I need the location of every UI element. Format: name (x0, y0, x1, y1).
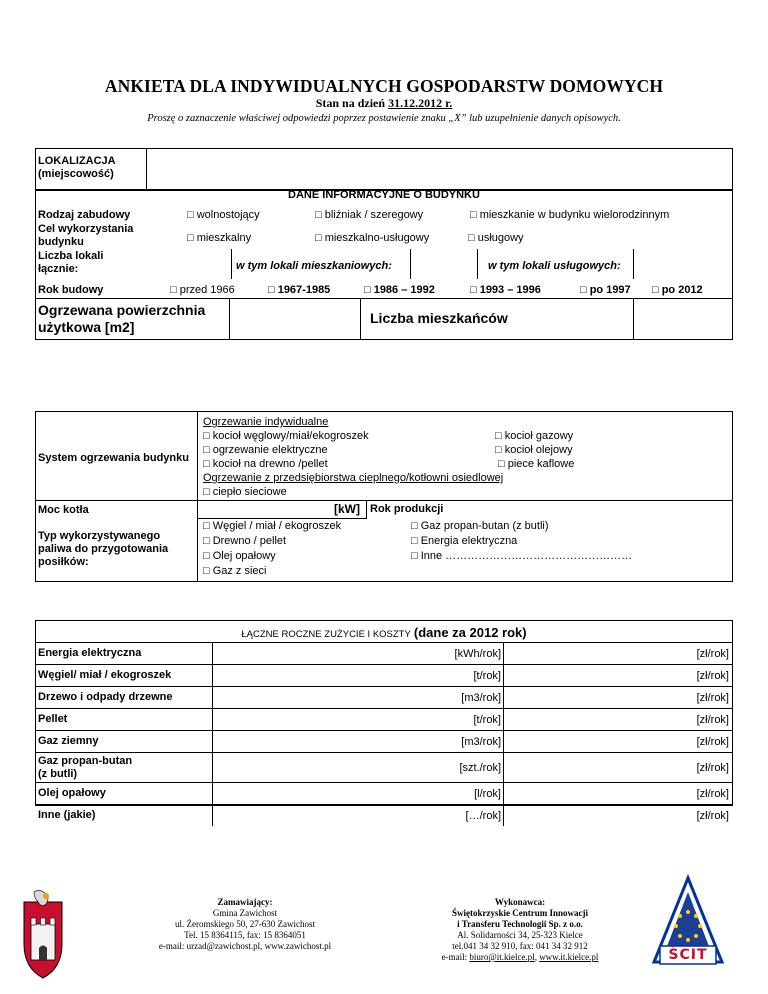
type-option-apartment[interactable]: □ mieszkanie w budynku wielorodzinnym (470, 209, 670, 221)
location-field[interactable] (150, 165, 728, 185)
units-residential-label: w tym lokali mieszkaniowych: (236, 260, 392, 272)
consumption-cost-unit: [zł/rok] (696, 647, 729, 660)
heat-option-coal-boiler[interactable]: □ kocioł węglowy/miał/ekogroszek (203, 430, 369, 442)
consumption-row (35, 664, 733, 686)
consumption-quantity-field[interactable] (212, 686, 504, 708)
date-prefix: Stan na dzień (315, 96, 386, 110)
fuel-option-network-gas[interactable]: □ Gaz z sieci (203, 565, 267, 577)
district-heating-title: Ogrzewanie z przedsiębiorstwa cieplnego/kotłowni osiedlowej (203, 472, 504, 484)
heat-option-electric[interactable]: □ ogrzewanie elektryczne (203, 444, 328, 456)
consumption-row (35, 782, 733, 804)
heated-area-field[interactable] (229, 298, 361, 340)
consumption-title: ŁĄCZNE ROCZNE ZUŻYCIE I KOSZTY (dane za 2012 rok) (241, 625, 527, 640)
client-info: Zamawiający: Gmina Zawichost ul. Żeromskiego 50, 27-630 Zawichost Tel. 15 8364115, fax: 15 8364051 e-mail: urzad@zawichost.pl, www.zawichost.pl (158, 897, 332, 951)
units-residential-field[interactable] (410, 249, 478, 279)
heat-option-wood-boiler[interactable]: □ kocioł na drewno /pellet (203, 458, 328, 470)
consumption-cost-unit: [zł/rok] (696, 735, 729, 748)
consumption-row-label: Pellet (38, 713, 68, 725)
consumption-row-label: Węgiel/ miał / ekogroszek (38, 669, 172, 681)
consumption-cost-unit: [zł/rok] (696, 669, 729, 682)
contractor-info: Wykonawca: Świętokrzyskie Centrum Innowacji i Transferu Technologii Sp. z o.o. Al. Solidarności 34, 25-323 Kielce tel.041 34 32 910, fax: 041 34 32 912 e-mail: biuro@it.kielce.pl, www.it.kielce.pl (441, 897, 599, 962)
heat-option-district[interactable]: □ ciepło sieciowe (203, 486, 287, 498)
consumption-row (35, 642, 733, 664)
consumption-quantity-unit: [szt./rok] (459, 761, 501, 774)
cooking-fuel-label: Typ wykorzystywanego paliwa do przygotowania posiłków: (38, 530, 169, 568)
consumption-cost-unit: [zł/rok] (696, 713, 729, 726)
fuel-option-wood[interactable]: □ Drewno / pellet (203, 535, 287, 547)
boiler-power-unit: [kW] (334, 502, 360, 516)
scit-logo-text: ŚCIT (668, 947, 708, 963)
consumption-row-label: Gaz ziemny (38, 735, 99, 747)
fuel-option-lpg[interactable]: □ Gaz propan-butan (z butli) (411, 520, 549, 532)
residents-label: Liczba mieszkańców (370, 310, 508, 326)
units-total-field[interactable] (146, 249, 232, 279)
consumption-row-label: Inne (jakie) (38, 809, 96, 821)
consumption-cost-unit: [zł/rok] (696, 787, 729, 800)
consumption-quantity-field[interactable] (212, 804, 504, 826)
consumption-cost-unit: [zł/rok] (696, 809, 729, 822)
location-label: LOKALIZACJA (miejscowość) (38, 155, 116, 180)
consumption-quantity-field[interactable] (212, 730, 504, 752)
consumption-row-label: Gaz propan-butan (z butli) (38, 755, 133, 780)
heat-option-gas-boiler[interactable]: □ kocioł gazowy (495, 430, 574, 442)
form-title: ANKIETA DLA INDYWIDUALNYCH GOSPODARSTW DOMOWYCH (104, 76, 664, 96)
consumption-quantity-unit: […/rok] (465, 809, 501, 822)
consumption-row-label: Olej opałowy (38, 787, 106, 799)
scit-logo (652, 874, 724, 970)
type-option-detached[interactable]: □ wolnostojący (187, 209, 260, 221)
contractor-www-link[interactable]: www.it.kielce.pl (539, 952, 599, 962)
consumption-quantity-unit: [m3/rok] (461, 691, 501, 704)
boiler-power-label: Moc kotła (38, 504, 89, 516)
year-option-after-1997[interactable]: □ po 1997 (580, 284, 631, 296)
units-service-field[interactable] (633, 249, 733, 279)
consumption-row (35, 730, 733, 752)
residents-field[interactable] (633, 298, 733, 340)
type-option-semidetached[interactable]: □ bliźniak / szeregowy (315, 209, 424, 221)
purpose-option-mixed[interactable]: □ mieszkalno-usługowy (315, 232, 430, 244)
year-label: Rok budowy (38, 284, 104, 296)
year-option-after-2012[interactable]: □ po 2012 (652, 284, 703, 296)
year-option-1993-1996[interactable]: □ 1993 – 1996 (470, 284, 541, 296)
consumption-quantity-unit: [m3/rok] (461, 735, 501, 748)
fuel-option-coal[interactable]: □ Węgiel / miał / ekogroszek (203, 520, 342, 532)
consumption-quantity-field[interactable] (212, 782, 504, 804)
form-date: 31.12.2012 r. (388, 96, 453, 110)
form-instruction: Proszę o zaznaczenie właściwej odpowiedzi poprzez postawienie znaku „X” lub uzupełnienie danych opisowych. (147, 113, 621, 124)
consumption-row (35, 752, 733, 782)
consumption-quantity-unit: [t/rok] (473, 669, 501, 682)
consumption-row (35, 708, 733, 730)
consumption-quantity-field[interactable] (212, 664, 504, 686)
individual-heating-title: Ogrzewanie indywidualne (203, 416, 329, 428)
consumption-quantity-unit: [kWh/rok] (454, 647, 501, 660)
year-option-1986-1992[interactable]: □ 1986 – 1992 (364, 284, 435, 296)
form-date-line (0, 96, 768, 111)
consumption-quantity-unit: [l/rok] (474, 787, 501, 800)
consumption-row-label: Drzewo i odpady drzewne (38, 691, 173, 703)
purpose-option-residential[interactable]: □ mieszkalny (187, 232, 252, 244)
contractor-email-link[interactable]: biuro@it.kielce.pl (469, 952, 535, 962)
consumption-quantity-unit: [t/rok] (473, 713, 501, 726)
zawichost-coat-of-arms (20, 888, 66, 980)
year-option-before-1966[interactable]: □ przed 1966 (170, 284, 235, 296)
building-section-title: DANE INFORMACYJNE O BUDYNKU (288, 189, 480, 201)
heat-option-tile-stove[interactable]: □ piece kaflowe (498, 458, 575, 470)
consumption-cost-unit: [zł/rok] (696, 761, 729, 774)
building-type-label: Rodzaj zabudowy (38, 209, 131, 221)
purpose-option-service[interactable]: □ usługowy (468, 232, 524, 244)
heating-system-label: System ogrzewania budynku (38, 452, 189, 464)
fuel-option-oil[interactable]: □ Olej opałowy (203, 550, 276, 562)
production-year-label: Rok produkcji (370, 503, 444, 515)
purpose-label: Cel wykorzystania budynku (38, 223, 134, 248)
consumption-row (35, 804, 733, 826)
consumption-row-label: Energia elektryczna (38, 647, 142, 659)
consumption-quantity-field[interactable] (212, 708, 504, 730)
fuel-option-electricity[interactable]: □ Energia elektryczna (411, 535, 518, 547)
heated-area-label: Ogrzewana powierzchnia użytkowa [m2] (38, 302, 206, 335)
units-label: Liczba lokali łącznie: (38, 250, 104, 275)
heat-option-oil-boiler[interactable]: □ kocioł olejowy (495, 444, 573, 456)
consumption-row (35, 686, 733, 708)
year-option-1967-1985[interactable]: □ 1967-1985 (268, 284, 331, 296)
fuel-option-other[interactable]: □ Inne …………………………………………… (411, 550, 633, 562)
units-service-label: w tym lokali usługowych: (488, 260, 621, 272)
consumption-cost-unit: [zł/rok] (696, 691, 729, 704)
